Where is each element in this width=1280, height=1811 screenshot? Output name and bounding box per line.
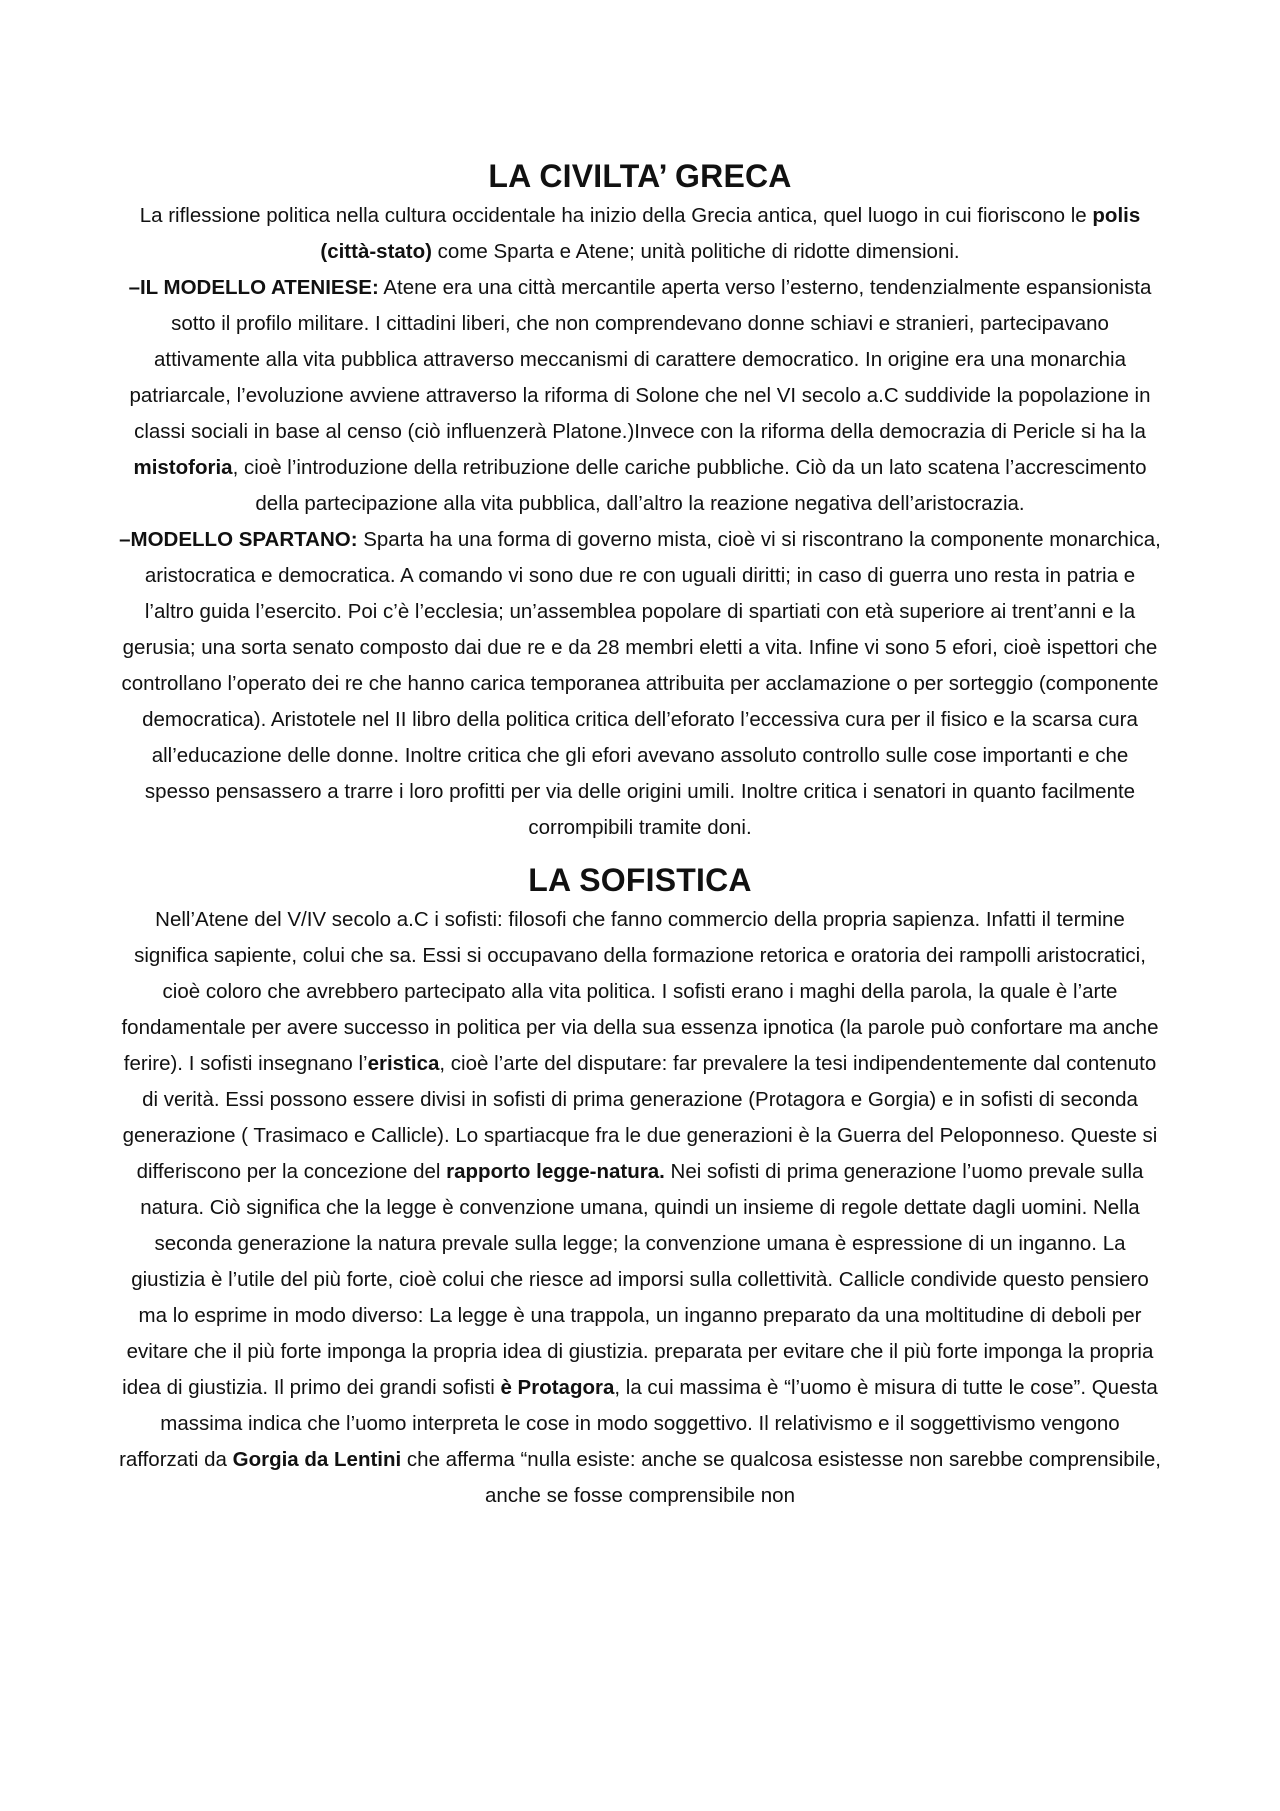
paragraph-modello-ateniese bbox=[118, 270, 1162, 522]
text-column bbox=[118, 154, 1162, 1514]
bold-mistoforia: mistoforia bbox=[133, 456, 233, 479]
sofistica-text-1: Nell’Atene del V/IV secolo a.C i sofisti: filosofi che fanno commercio della propria sapienza. Infatti il termine significa sapiente, colui che sa. Essi si occupavano della formazione retorica e oratoria dei rampolli aristocratici, cioè coloro che avrebbero partecipato alla vita politica. I sofisti erano i maghi della parola, la quale è l’arte fondamentale per avere successo in politica per via della sua essenza ipnotica (la parole può confortare ma anche ferire). I sofisti insegnano l’ bbox=[121, 908, 1159, 1075]
sofistica-text-5: che afferma “nulla esiste: anche se qualcosa esistesse non sarebbe comprensibile, anche se fosse comprensibile non bbox=[401, 1448, 1161, 1507]
heading-modello-spartano: –MODELLO SPARTANO: bbox=[119, 528, 358, 551]
athens-text-start: Atene era una città mercantile aperta verso l’esterno, tendenzialmente espansionista sotto il profilo militare. I cittadini liberi, che non comprendevano donne schiavi e stranieri, partecipavano attivamente alla vita pubblica attraverso meccanismi di carattere democratico. In origine era una monarchia patriarcale, l’evoluzione avviene attraverso la riforma di Solone che nel VI secolo a.C suddivide la popolazione in classi sociali in base al censo (ciò influenzerà Platone.)Invece con la riforma della democrazia di Pericle si ha la bbox=[129, 276, 1152, 443]
paragraph-modello-spartano bbox=[118, 522, 1162, 846]
paragraph-intro bbox=[118, 198, 1162, 270]
intro-bold-polis: polis (città-stato) bbox=[320, 204, 1141, 263]
sofistica-text-2: , cioè l’arte del disputare: far prevalere la tesi indipendentemente dal contenuto di verità. Essi possono essere divisi in sofisti di prima generazione (Protagora e Gorgia) e in sofisti di seconda generazione ( Trasimaco e Callicle). Lo spartiacque fra le due generazioni è la Guerra del Peloponneso. Queste si differiscono per la concezione del bbox=[122, 1052, 1158, 1183]
bold-protagora: è Protagora bbox=[500, 1376, 615, 1399]
intro-text-start: La riflessione politica nella cultura occidentale ha inizio della Grecia antica, quel luogo in cui fioriscono le bbox=[139, 204, 1093, 227]
sofistica-text-3: Nei sofisti di prima generazione l’uomo prevale sulla natura. Ciò significa che la legge è convenzione umana, quindi un insieme di regole dettate dagli uomini. Nella seconda generazione la natura prevale sulla legge; la convenzione umana è espressione di un inganno. La giustizia è l’utile del più forte, cioè colui che riesce ad imporsi sulla collettività. Callicle condivide questo pensiero ma lo esprime in modo diverso: La legge è una trappola, un inganno preparato da una moltitudine di deboli per evitare che il più forte imponga la propria idea di giustizia. preparata per evitare che il più forte imponga la propria idea di giustizia. Il primo dei grandi sofisti bbox=[122, 1160, 1154, 1399]
sofistica-text-4: , la cui massima è “l’uomo è misura di tutte le cose”. Questa massima indica che l’uomo interpreta le cose in modo soggettivo. Il relativismo e il soggettivismo vengono rafforzati da bbox=[119, 1376, 1158, 1471]
bold-gorgia-da-lentini: Gorgia da Lentini bbox=[232, 1448, 402, 1471]
section-title-sofistica: LA SOFISTICA bbox=[528, 862, 752, 898]
bold-eristica: eristica bbox=[367, 1052, 440, 1075]
intro-text-end: come Sparta e Atene; unità politiche di ridotte dimensioni. bbox=[431, 240, 960, 263]
section-title-civilta-greca: LA CIVILTA’ GRECA bbox=[488, 158, 792, 194]
heading-modello-ateniese: –IL MODELLO ATENIESE: bbox=[128, 276, 379, 299]
bold-rapporto-legge-natura: rapporto legge-natura. bbox=[446, 1160, 665, 1183]
paragraph-sofistica bbox=[118, 902, 1162, 1514]
athens-text-end: , cioè l’introduzione della retribuzione delle cariche pubbliche. Ciò da un lato scatena l’accrescimento della partecipazione alla vita pubblica, dall’altro la reazione negativa dell’aristocrazia. bbox=[232, 456, 1147, 515]
sparta-text: Sparta ha una forma di governo mista, cioè vi si riscontrano la componente monarchica, aristocratica e democratica. A comando vi sono due re con uguali diritti; in caso di guerra uno resta in patria e l’altro guida l’esercito. Poi c’è l’ecclesia; un’assemblea popolare di spartiati con età superiore ai trent’anni e la gerusia; una sorta senato composto dai due re e da 28 membri eletti a vita. Infine vi sono 5 efori, cioè ispettori che controllano l’operato dei re che hanno carica temporanea attribuita per acclamazione o per sorteggio (componente democratica). Aristotele nel II libro della politica critica dell’eforato l’eccessiva cura per il fisico e la scarsa cura all’educazione delle donne. Inoltre critica che gli efori avevano assoluto controllo sulle cose importanti e che spesso pensassero a trarre i loro profitti per via delle origini umili. Inoltre critica i senatori in quanto facilmente corrompibili tramite doni. bbox=[121, 528, 1161, 839]
